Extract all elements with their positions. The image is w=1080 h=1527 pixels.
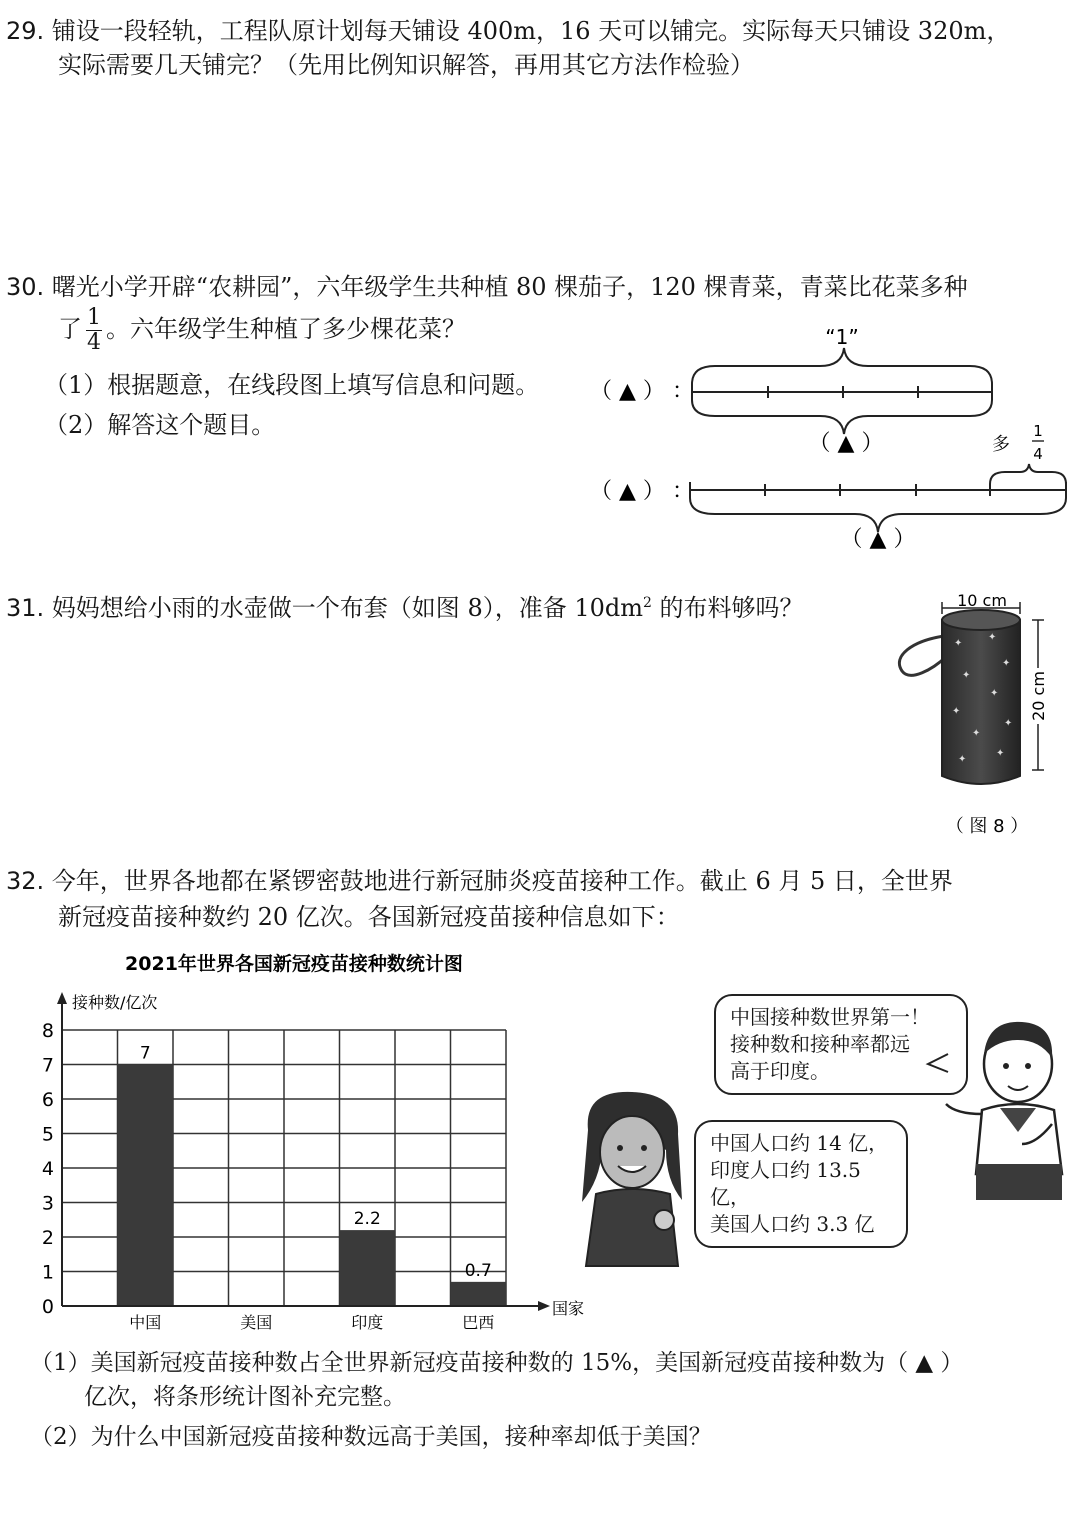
figure-caption: （ 图 8 ） [945, 816, 1029, 837]
more-text: 多 [992, 434, 1010, 455]
bubble-line: 接种数和接种率都远 [730, 1032, 910, 1056]
svg-text:✦: ✦ [958, 754, 967, 765]
x-tick-label: 巴西 [462, 1313, 495, 1332]
bottom-question-placeholder: （ ▲ ） [840, 527, 916, 552]
bar [451, 1282, 507, 1306]
x-axis-label: 国家 [552, 1299, 585, 1318]
more-frac-den: 4 [1033, 445, 1043, 463]
question-32 [6, 864, 953, 898]
text-segment: 。六年级学生种植了多少棵花菜？ [106, 315, 466, 343]
question-number: 31. [6, 594, 45, 622]
y-tick-label: 2 [41, 1227, 54, 1249]
bar [118, 1065, 174, 1307]
question-number: 32. [6, 867, 45, 895]
chart-bars [118, 1044, 507, 1307]
text-segment: 了 [58, 315, 82, 343]
top-bar-placeholder: （ ▲ ） [590, 379, 665, 404]
girl-speech-bubble [694, 1120, 908, 1248]
svg-text:✦: ✦ [962, 670, 971, 681]
y-tick-label: 3 [41, 1192, 54, 1215]
x-tick-label: 美国 [240, 1313, 273, 1332]
y-tick-label: 6 [41, 1089, 54, 1111]
y-tick-label: 0 [41, 1296, 54, 1318]
height-label: 20 cm [1029, 671, 1048, 721]
question-29 [6, 14, 1010, 48]
y-axis-label: 接种数/亿次 [72, 993, 158, 1012]
question-32-line2: 新冠疫苗接种数约 20 亿次。各国新冠疫苗接种信息如下： [58, 903, 680, 931]
x-axis-arrow [538, 1301, 550, 1311]
svg-text:✦: ✦ [972, 728, 981, 739]
fraction [86, 306, 102, 355]
svg-text:✦: ✦ [996, 748, 1005, 759]
colon: ： [672, 479, 695, 504]
question-30-sub1: （1）根据题意，在线段图上填写信息和问题。 [44, 371, 540, 399]
bubble-line: 印度人口约 13.5 亿， [710, 1158, 861, 1209]
bottom-bar-placeholder: （ ▲ ） [590, 479, 665, 504]
x-tick-label: 中国 [129, 1313, 162, 1332]
question-text-line1: 铺设一段轻轨，工程队原计划每天铺设 400m，16 天可以铺完。实际每天只铺设 320m， [51, 17, 1011, 45]
top-question-placeholder: （ ▲ ） [808, 431, 884, 456]
chart-title: 2021年世界各国新冠疫苗接种数统计图 [125, 953, 463, 975]
width-label: 10 cm [957, 591, 1007, 610]
question-number: 30. [6, 273, 45, 301]
svg-text:✦: ✦ [954, 638, 963, 649]
more-frac-num: 1 [1033, 422, 1043, 440]
colon: ： [672, 379, 695, 404]
question-text-line1: 曙光小学开辟“农耕园”，六年级学生共种植 80 棵茄子，120 棵青菜，青菜比花菜多种 [51, 273, 968, 301]
fraction-denominator: 4 [87, 330, 101, 355]
bubble-line: 高于印度。 [730, 1059, 830, 1083]
bubble-line: 中国接种数世界第一！ [730, 1005, 930, 1029]
bar-value-label: 2.2 [353, 1209, 381, 1230]
y-tick-label: 5 [41, 1123, 54, 1146]
svg-text:✦: ✦ [990, 688, 999, 699]
more-label [992, 434, 1010, 455]
question-text-line1: 今年，世界各地都在紧锣密鼓地进行新冠肺炎疫苗接种工作。截止 6 月 5 日，全世界 [51, 867, 953, 895]
svg-text:✦: ✦ [1004, 718, 1013, 729]
question-30-sub2: （2）解答这个题目。 [44, 411, 276, 439]
superscript: 2 [643, 595, 652, 611]
fraction-numerator: 1 [87, 305, 101, 330]
vaccination-bar-chart [20, 944, 620, 1344]
bubble-line: 中国人口约 14 亿， [710, 1131, 889, 1155]
question-32-sub1-line1: （1）美国新冠疫苗接种数占全世界新冠疫苗接种数的 15%，美国新冠疫苗接种数为（ ▲ ） [30, 1350, 964, 1376]
one-label: “1” [825, 325, 859, 349]
y-tick-label: 4 [41, 1158, 54, 1180]
question-32-sub2: （2）为什么中国新冠疫苗接种数远高于美国，接种率却低于美国？ [30, 1424, 712, 1450]
svg-text:✦: ✦ [1002, 658, 1011, 669]
bar [340, 1230, 396, 1306]
question-31 [6, 586, 804, 625]
svg-text:✦: ✦ [988, 632, 997, 643]
svg-text:✦: ✦ [952, 706, 961, 717]
x-tick-label: 印度 [351, 1313, 384, 1332]
y-tick-label: 8 [41, 1020, 54, 1042]
question-text [52, 594, 804, 622]
bottle-figure [892, 586, 1062, 846]
y-tick-label: 1 [41, 1261, 54, 1284]
question-30-line2 [58, 306, 466, 355]
bar-value-label: 0.7 [464, 1260, 492, 1281]
y-tick-label: 7 [41, 1054, 54, 1077]
text-segment: 的布料够吗？ [651, 594, 804, 622]
segment-diagram [580, 318, 1043, 558]
girl-illustration [574, 1090, 694, 1270]
question-30 [6, 270, 968, 304]
text-segment: 妈妈想给小雨的水壶做一个布套（如图 8），准备 10dm [51, 594, 643, 622]
bubble-line: 美国人口约 3.3 亿 [710, 1212, 875, 1236]
question-29-line2: 实际需要几天铺完？（先用比例知识解答，再用其它方法作检验） [58, 51, 754, 79]
boy-illustration [926, 1014, 1076, 1204]
y-axis-arrow [57, 992, 67, 1004]
question-32-sub1-line2: 亿次，将条形统计图补充完整。 [84, 1384, 406, 1410]
question-number: 29. [6, 17, 45, 45]
bar-value-label: 7 [139, 1043, 151, 1064]
